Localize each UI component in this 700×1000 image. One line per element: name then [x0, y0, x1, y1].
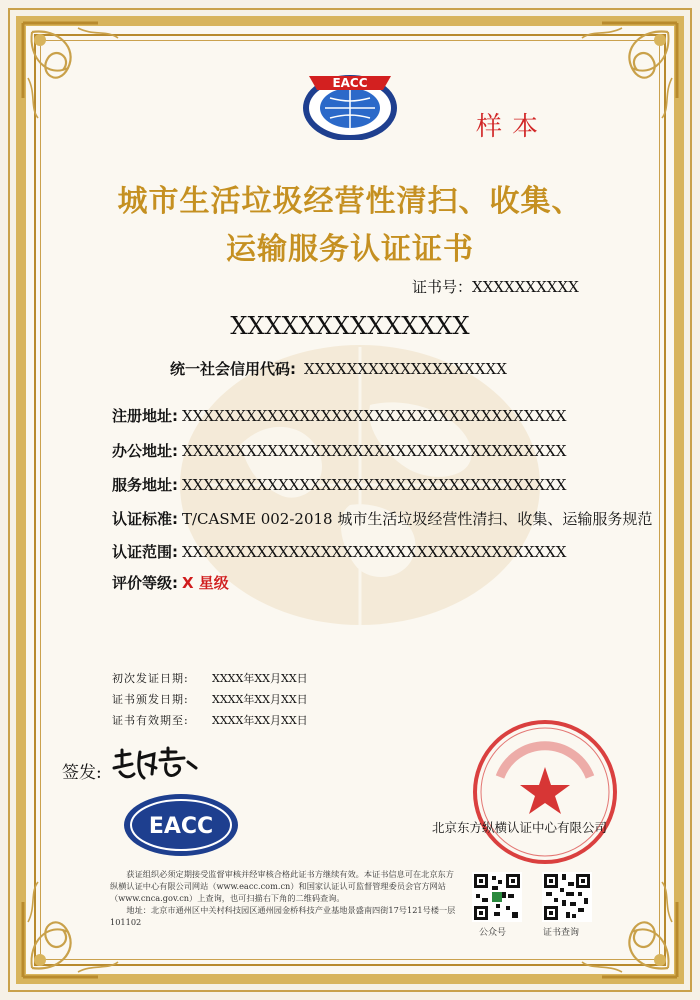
handwritten-signature: [110, 744, 200, 784]
eacc-logo-bottom-icon: [122, 792, 240, 858]
certificate-number: [412, 276, 579, 297]
qr-label-certificate-query: 证书查询: [543, 928, 580, 938]
field-value: XXXXXXXXXXXXXXXXXXXXXXXXXXXXXXXXXXXX: [182, 476, 567, 494]
date-label: 初次发证日期:: [112, 672, 189, 685]
field-office-address: [112, 440, 566, 461]
company-name: 北京东方纵横认证中心有限公司: [432, 820, 608, 835]
eacc-logo-icon: [295, 68, 405, 140]
field-label: 评价等级:: [112, 574, 178, 592]
cert-no-value: XXXXXXXXXX: [472, 278, 579, 296]
notice-paragraph: 获证组织必须定期接受监督审核并经审核合格此证书方继续有效。本证书信息可在北京东方纵横认证中心有限公司网站（www.eacc.com.cn）和国家认证认可监督管理委员会官方网站（www.cnca.gov.cn）上查询，也可扫描右下角的二维码查询。: [110, 869, 454, 903]
signature-label: 签发:: [62, 763, 102, 783]
credit-code-label: 统一社会信用代码:: [170, 360, 296, 378]
address-line: 地址：北京市通州区中关村科技园区通州园金桥科技产业基地景盛南四街17号121号楼一层 101102: [110, 905, 456, 927]
credit-code-value: XXXXXXXXXXXXXXXXXXX: [304, 360, 507, 378]
qr-code-certificate-query[interactable]: [542, 872, 592, 922]
certificate-title-line1: 城市生活垃圾经营性清扫、收集、: [117, 184, 583, 219]
field-label: 认证范围:: [112, 543, 178, 561]
cert-no-label: 证书号：: [412, 278, 473, 296]
logo-bottom-text: EACC: [148, 814, 214, 839]
corner-ornament-icon: [572, 18, 682, 128]
date-value: XXXX年XX月XX日: [212, 693, 308, 706]
field-rating: [112, 572, 229, 593]
field-scope: [112, 541, 566, 562]
field-service-address: [112, 474, 566, 495]
date-row: [112, 668, 308, 689]
date-row: [112, 689, 308, 710]
notice-text-block: [110, 868, 458, 928]
logo-text: EACC: [332, 76, 368, 90]
field-value: T/CASME 002-2018 城市生活垃圾经营性清扫、收集、运输服务规范: [182, 510, 653, 528]
organization-name: XXXXXXXXXXXXXX: [230, 312, 470, 340]
field-label: 服务地址:: [112, 476, 178, 494]
company-seal-stamp: [470, 717, 620, 867]
field-standard: [112, 508, 652, 529]
credit-code: [170, 358, 507, 379]
field-label: 办公地址:: [112, 442, 178, 460]
dates-block: [112, 668, 308, 731]
date-value: XXXX年XX月XX日: [212, 672, 308, 685]
field-value: XXXXXXXXXXXXXXXXXXXXXXXXXXXXXXXXXXXX: [182, 442, 567, 460]
qr-code-official-account[interactable]: [472, 872, 522, 922]
date-label: 证书有效期至:: [112, 714, 189, 727]
field-label: 注册地址:: [112, 407, 178, 425]
field-registered-address: [112, 405, 566, 426]
field-label: 认证标准:: [112, 510, 178, 528]
field-value: XXXXXXXXXXXXXXXXXXXXXXXXXXXXXXXXXXXX: [182, 543, 567, 561]
rating-value: X 星级: [182, 574, 229, 592]
date-label: 证书颁发日期:: [112, 693, 189, 706]
date-row: [112, 710, 308, 731]
qr-label-official-account: 公众号: [479, 928, 507, 938]
date-value: XXXX年XX月XX日: [212, 714, 308, 727]
certificate-title-line2: 运输服务认证证书: [226, 232, 474, 267]
corner-ornament-icon: [18, 18, 128, 128]
sample-mark: 样本: [476, 112, 549, 142]
field-value: XXXXXXXXXXXXXXXXXXXXXXXXXXXXXXXXXXXX: [182, 407, 567, 425]
